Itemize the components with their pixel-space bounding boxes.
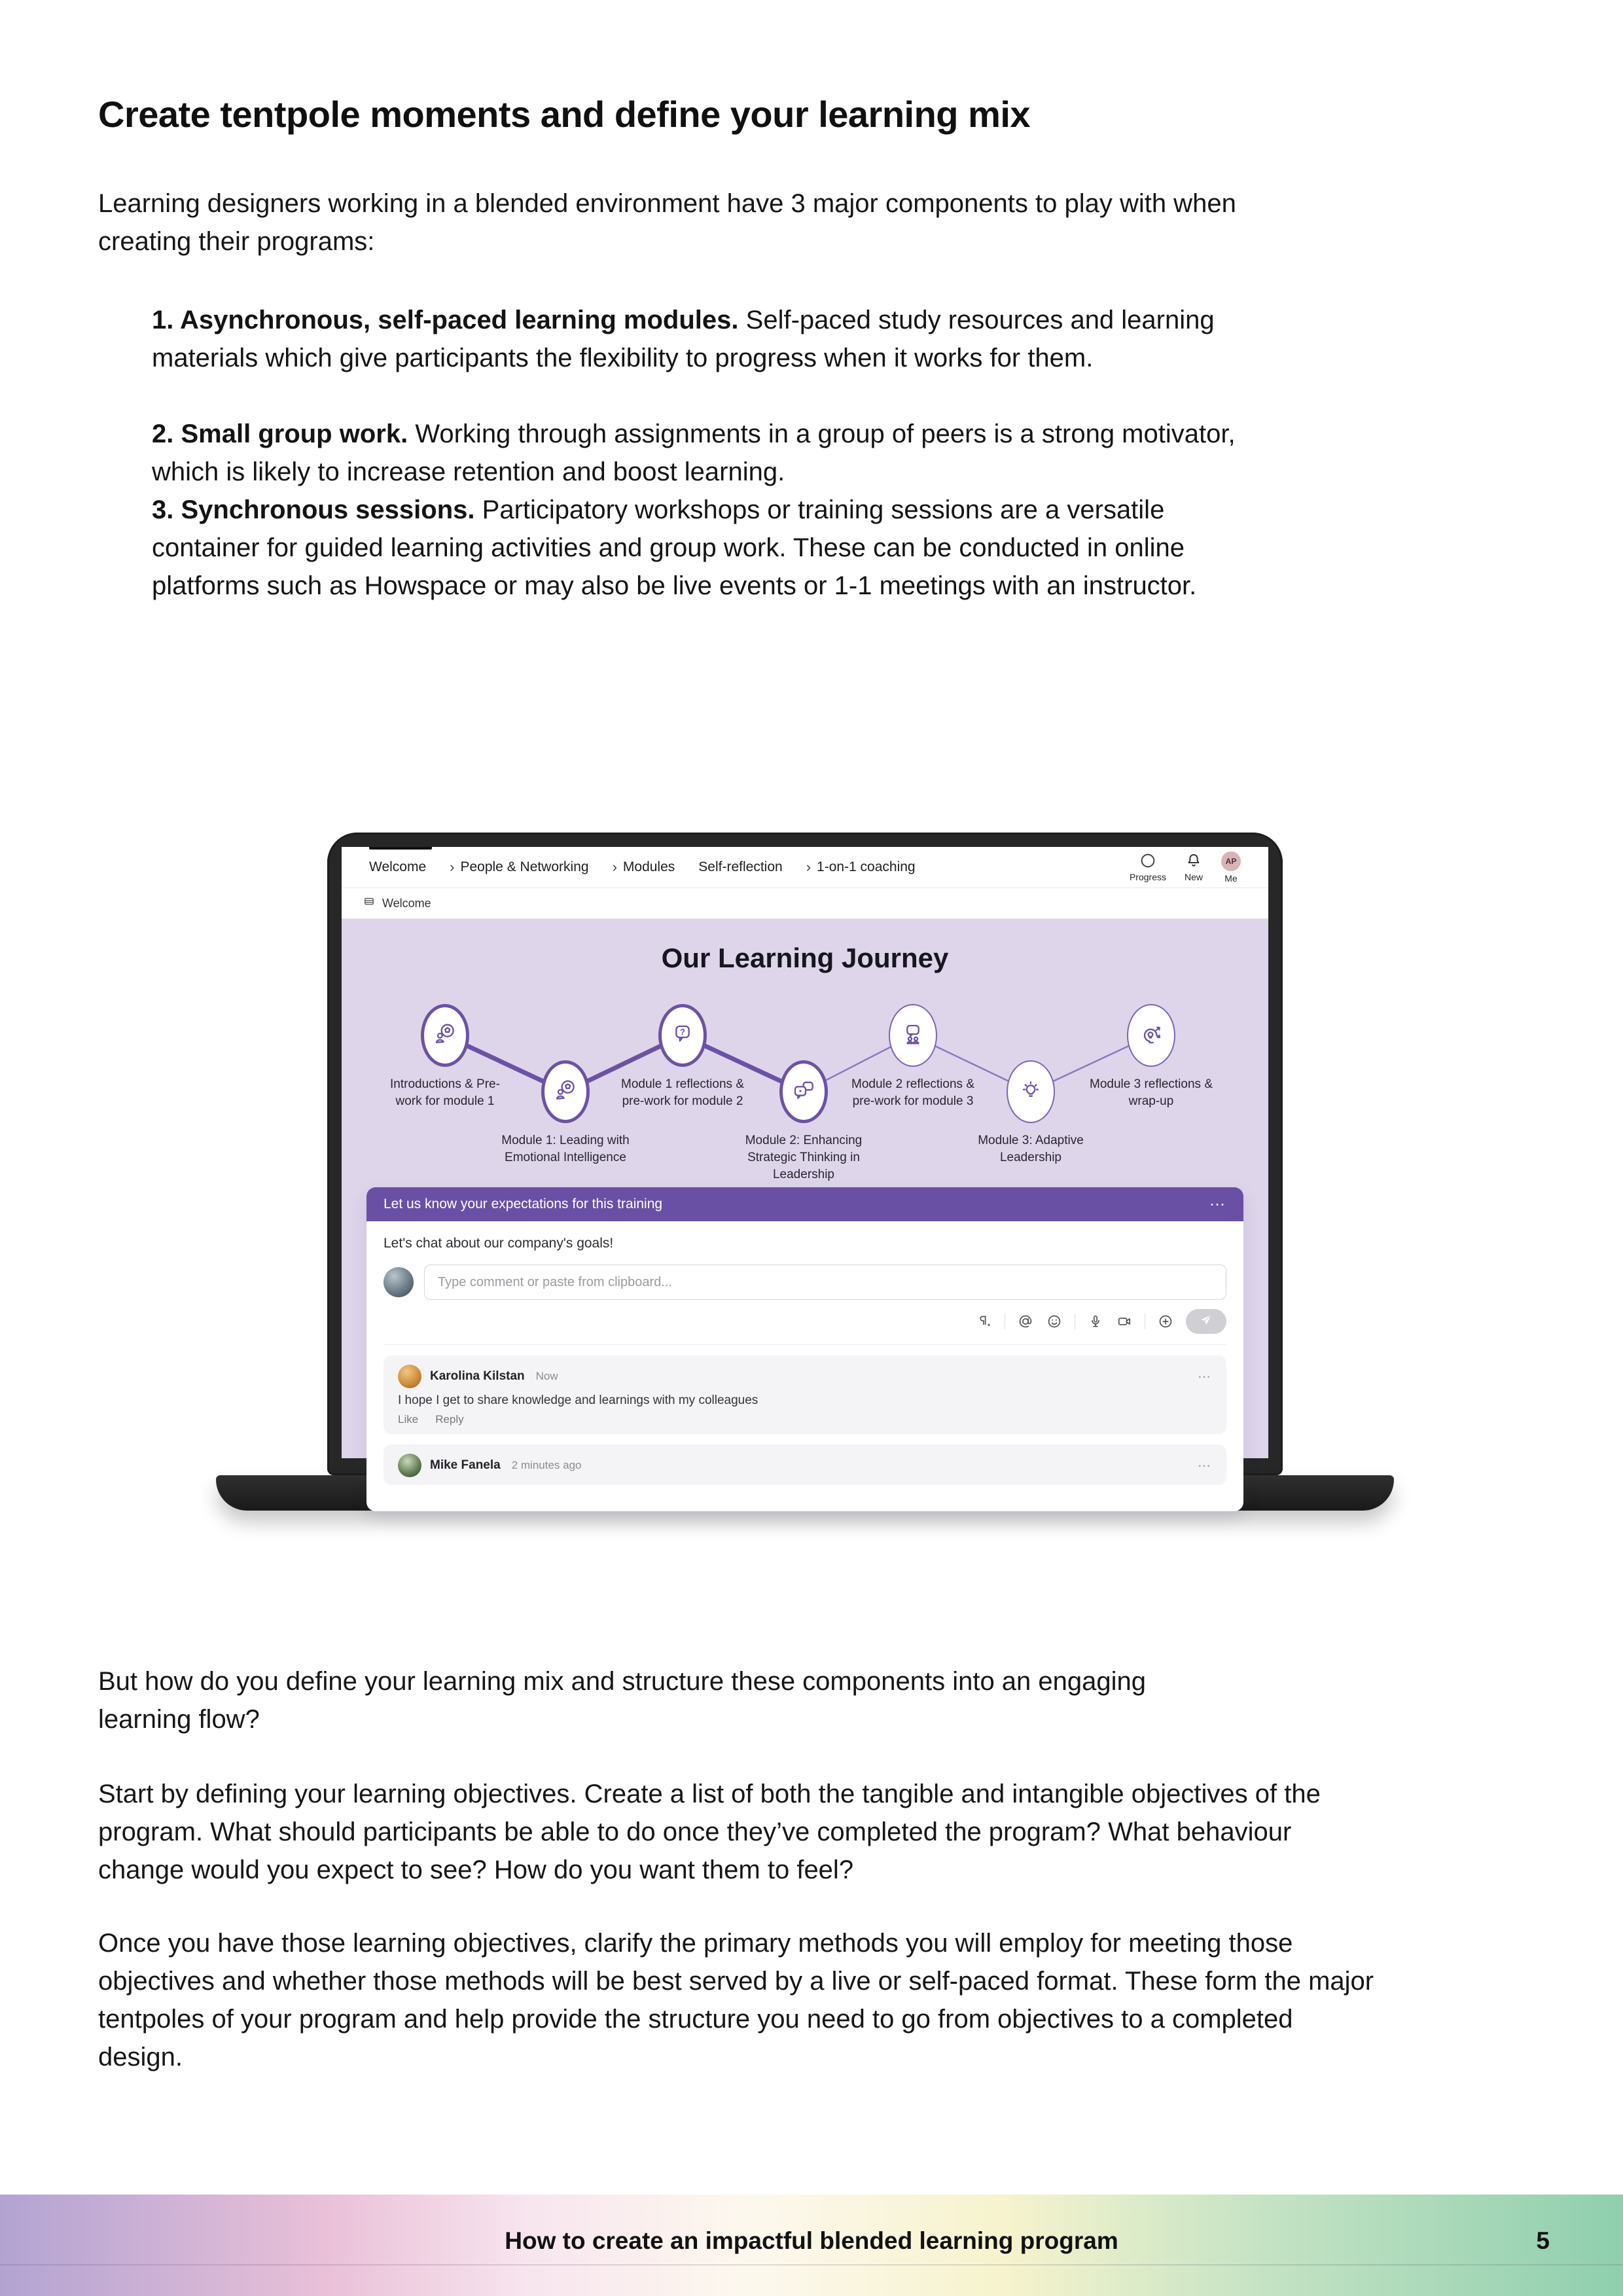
bell-icon	[1185, 852, 1203, 870]
active-tab-indicator	[369, 847, 432, 850]
notifications-button[interactable]	[1185, 852, 1203, 882]
comment-timestamp: 2 minutes ago	[511, 1459, 582, 1471]
list-item	[152, 415, 1238, 491]
question-bubble-icon	[669, 1021, 696, 1050]
list-number: 1.	[152, 306, 174, 334]
text-format-icon[interactable]	[976, 1313, 993, 1330]
page-footer	[0, 2195, 1623, 2296]
numbered-list	[152, 301, 1238, 605]
list-body: Participatory workshops or training sessions are a versatile container for guided learning activities and group work. These can be conducted in online platforms such as Howspace or may also be live events or 1-1 meetings with an instructor.	[152, 495, 1197, 600]
comment-input[interactable]	[424, 1265, 1226, 1300]
person-speech-icon	[432, 1021, 458, 1050]
breadcrumb-label: Welcome	[382, 896, 431, 910]
journey-node-5[interactable]	[889, 1004, 937, 1067]
commenter-name: Karolina Kilstan	[430, 1369, 525, 1383]
laptop-screen	[342, 847, 1268, 1473]
tab-people-networking[interactable]	[450, 859, 588, 875]
journey-node-3[interactable]	[658, 1004, 707, 1067]
breadcrumb[interactable]	[342, 888, 1268, 919]
comments-divider	[383, 1344, 1226, 1345]
more-options-icon[interactable]: ⋯	[1198, 1458, 1212, 1473]
comment	[383, 1355, 1226, 1434]
list-number: 3.	[152, 495, 174, 524]
body-paragraph: But how do you define your learning mix and structure these components into an engaging learning flow?	[98, 1667, 1147, 1734]
mention-icon[interactable]	[1017, 1313, 1034, 1330]
list-lead: Asynchronous, self-paced learning modules.	[180, 306, 739, 334]
current-user-avatar	[383, 1267, 414, 1297]
intro-paragraph: Learning designers working in a blended environment have 3 major components to play with when creating their programs:	[98, 189, 1236, 256]
tab-modules[interactable]	[613, 859, 675, 875]
tab-label: Welcome	[369, 859, 427, 874]
list-body: Self-paced study resources and learning materials which give participants the flexibility to progress when it works for them.	[152, 306, 1215, 372]
commenter-avatar	[398, 1365, 421, 1388]
journey-step-label: Module 3 reflections & wrap-up	[1090, 1077, 1213, 1108]
paper-plane-icon	[1199, 1313, 1213, 1331]
chevron-right-icon: ›	[612, 859, 617, 875]
list-number: 2.	[152, 420, 174, 448]
journey-step-label: Module 3: Adaptive Leadership	[978, 1134, 1084, 1164]
list-lead: Small group work.	[181, 420, 408, 448]
comment-header	[398, 1365, 1212, 1388]
page-title: Create tentpole moments and define your learning mix	[98, 94, 1031, 135]
tab-label: 1-on-1 coaching	[817, 859, 916, 874]
journey-node-1[interactable]	[421, 1004, 469, 1067]
journey-node-2[interactable]	[541, 1060, 590, 1123]
commenter-name: Mike Fanela	[430, 1458, 501, 1472]
list-body: Working through assignments in a group of peers is a strong motivator, which is likely to increase retention and boost learning.	[152, 420, 1236, 486]
list-item	[152, 491, 1238, 605]
action-label: Me	[1224, 872, 1238, 884]
emoji-icon[interactable]	[1046, 1313, 1063, 1330]
chevron-right-icon: ›	[450, 859, 455, 875]
like-button[interactable]: Like	[398, 1413, 419, 1426]
body-paragraph: Once you have those learning objectives, clarify the primary methods you will employ for meeting those objectives and whether those methods will be best served by a live or self-paced format. These form the major tentpoles of your program and help provide the structure you need to go from objectives to a completed design.	[98, 1929, 1374, 2072]
commenter-avatar	[398, 1454, 421, 1477]
comment-composer	[383, 1265, 1226, 1300]
journey-step-label: Module 2: Enhancing Strategic Thinking in Leadership	[745, 1134, 863, 1181]
widget-body	[366, 1221, 1243, 1511]
tab-label: Modules	[622, 859, 675, 874]
page-number: 5	[1536, 2227, 1550, 2254]
send-button[interactable]	[1186, 1309, 1226, 1334]
svg-text:?: ?	[679, 1026, 686, 1037]
more-options-icon[interactable]: ⋯	[1198, 1369, 1212, 1384]
bubble-people-icon	[900, 1021, 926, 1050]
more-options-icon[interactable]: ⋯	[1209, 1195, 1226, 1213]
comment-timestamp: Now	[535, 1370, 558, 1382]
list-item	[152, 301, 1238, 377]
journey-node-6[interactable]	[1007, 1060, 1055, 1123]
comment	[383, 1444, 1226, 1485]
nav-tabs	[369, 859, 916, 875]
widget-header	[366, 1187, 1243, 1221]
tab-label: People & Networking	[460, 859, 589, 874]
tab-label: Self-reflection	[698, 859, 783, 874]
journey-step-label: Module 1 reflections & pre-work for module 2	[621, 1077, 744, 1108]
me-button[interactable]	[1221, 852, 1241, 884]
comment-actions	[398, 1413, 1212, 1426]
comment-text: I hope I get to share knowledge and learnings with my colleagues	[398, 1393, 758, 1407]
action-label: New	[1184, 871, 1203, 882]
journey-node-4[interactable]	[779, 1060, 828, 1123]
body-paragraph: Start by defining your learning objectives. Create a list of both the tangible and intangible objectives of the program. What should participants be able to do once they’ve completed the program? What behaviour change would you expect to see? How do you want them to feel?	[98, 1780, 1321, 1884]
microphone-icon[interactable]	[1087, 1313, 1104, 1330]
reply-button[interactable]: Reply	[435, 1413, 464, 1426]
journey-step-label: Module 2 reflections & pre-work for module 3	[851, 1077, 974, 1108]
chat-bubbles-icon	[791, 1077, 817, 1107]
journey-step-label: Module 1: Leading with Emotional Intelligence	[501, 1134, 630, 1164]
video-icon[interactable]	[1116, 1313, 1133, 1330]
journey-node-7[interactable]	[1127, 1004, 1175, 1067]
footer-title: How to create an impactful blended learning program	[505, 2227, 1118, 2254]
journey-title: Our Learning Journey	[661, 942, 949, 973]
person-speech-icon	[552, 1077, 579, 1107]
composer-toolbar	[383, 1309, 1226, 1334]
chevron-right-icon: ›	[806, 859, 812, 875]
comment-header	[398, 1454, 1212, 1477]
journey-step-label: Introductions & Pre-work for module 1	[390, 1077, 500, 1108]
tab-welcome[interactable]	[369, 859, 426, 875]
widget-title: Let us know your expectations for this training	[383, 1196, 663, 1211]
learning-journey-section	[342, 919, 1268, 1473]
list-lead: Synchronous sessions.	[181, 495, 475, 524]
board-icon	[363, 895, 376, 912]
laptop-mockup	[216, 833, 1394, 1511]
progress-ring-icon	[1139, 852, 1157, 870]
add-attachment-icon[interactable]	[1157, 1313, 1174, 1330]
head-idea-icon	[1138, 1021, 1164, 1050]
tab-1on1-coaching[interactable]	[806, 859, 916, 875]
lightbulb-icon	[1018, 1077, 1044, 1107]
expectations-widget	[366, 1187, 1243, 1511]
user-avatar: AP	[1221, 852, 1241, 871]
nav-actions	[1130, 852, 1241, 884]
app-navbar	[342, 847, 1268, 888]
action-label: Progress	[1129, 871, 1166, 882]
tab-self-reflection[interactable]	[698, 859, 782, 875]
progress-button[interactable]	[1130, 852, 1166, 882]
discussion-prompt: Let's chat about our company's goals!	[383, 1236, 614, 1251]
